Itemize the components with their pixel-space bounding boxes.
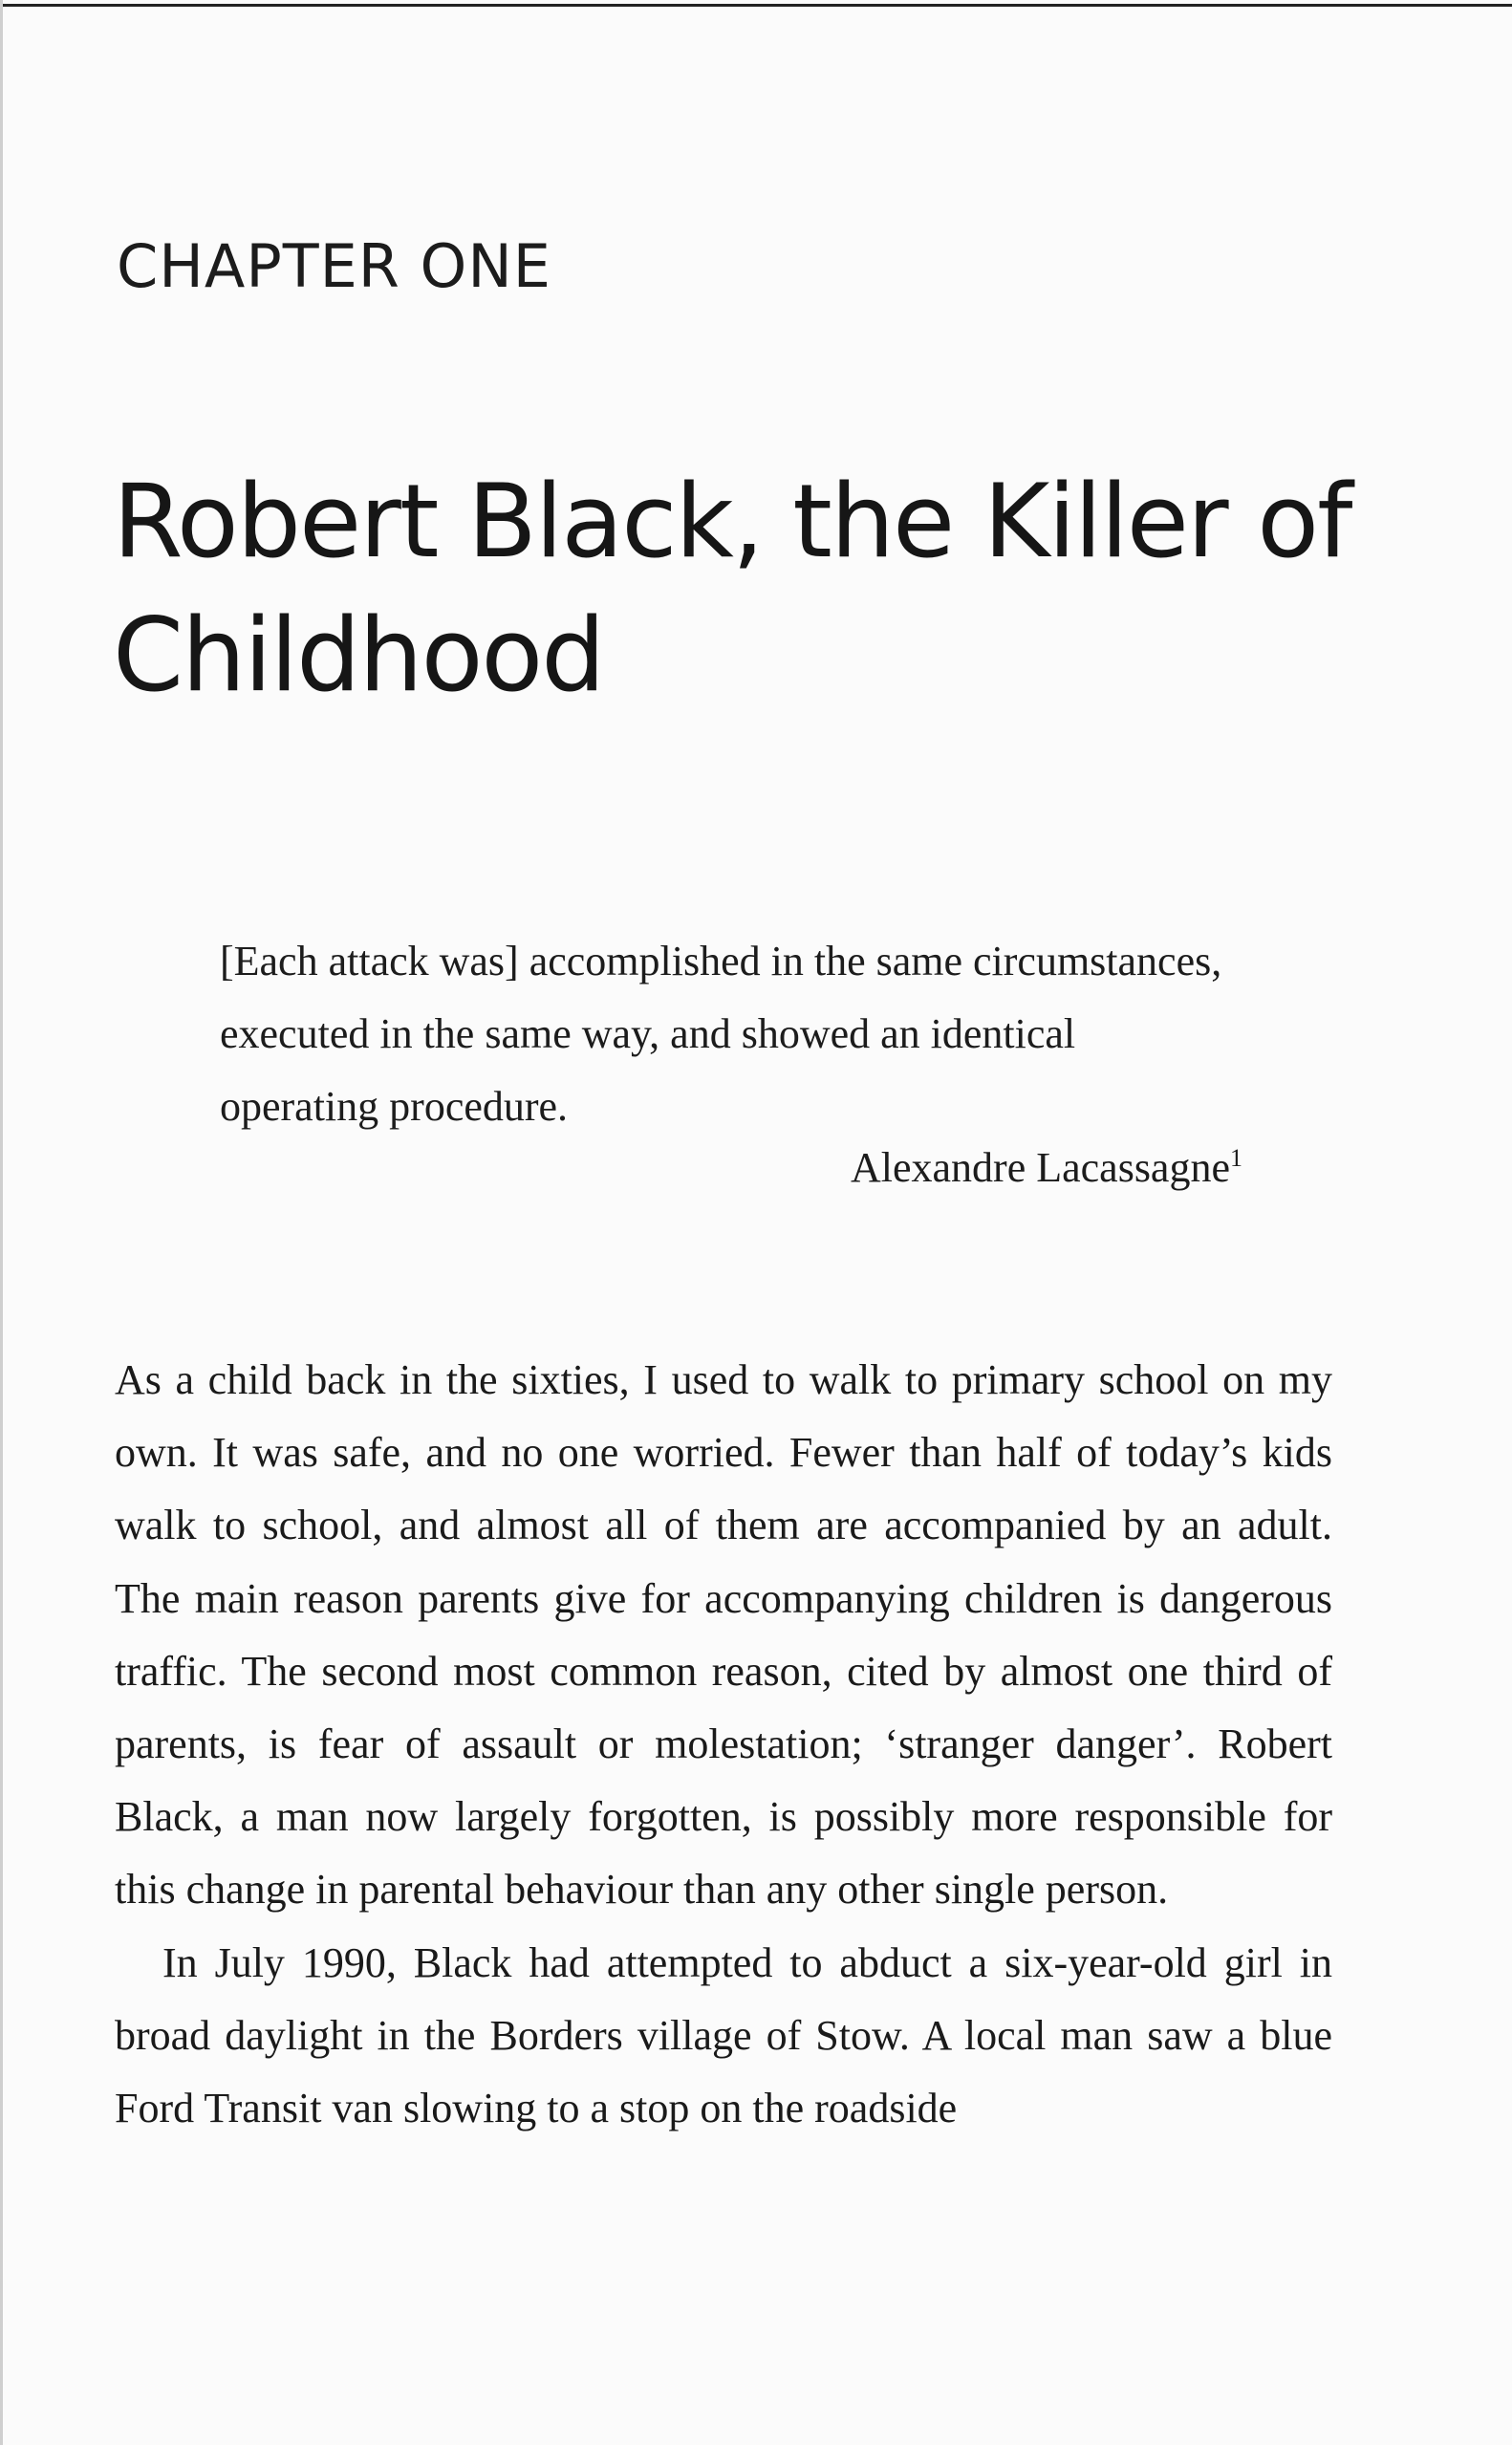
page-edge-shadow <box>0 0 3 2445</box>
epigraph-quote: [Each attack was] accomplished in the same circumstances, executed in the same way, and showed an identical operating procedure. <box>220 938 1222 1130</box>
footnote-reference: 1 <box>1230 1144 1242 1172</box>
top-edge-rule <box>0 4 1512 7</box>
body-text <box>115 1344 1332 2145</box>
epigraph-author: Alexandre Lacassagne <box>850 1144 1230 1191</box>
chapter-label: CHAPTER ONE <box>117 231 551 301</box>
body-paragraph-1: As a child back in the sixties, I used to walk to primary school on my own. It was safe, and no one worried. Fewer than half of today’s kids walk to school, and almost all of them are accompanied by an adult. The main reason parents give for accompanying children is dangerous traffic. The second most common reason, cited by almost one third of parents, is fear of assault or molestation; ‘stranger danger’. Robert Black, a man now largely forgotten, is possibly more responsible for this change in parental behaviour than any other single person. <box>115 1356 1332 1914</box>
epigraph-attribution <box>669 1132 1242 1204</box>
chapter-title: Robert Black, the Killer of Childhood <box>113 463 1351 714</box>
body-paragraph-2: In July 1990, Black had attempted to abduct a six-year-old girl in broad daylight in the Borders village of Stow. A local man saw a blue Ford Transit van slowing to a stop on the roadside <box>115 1938 1332 2132</box>
